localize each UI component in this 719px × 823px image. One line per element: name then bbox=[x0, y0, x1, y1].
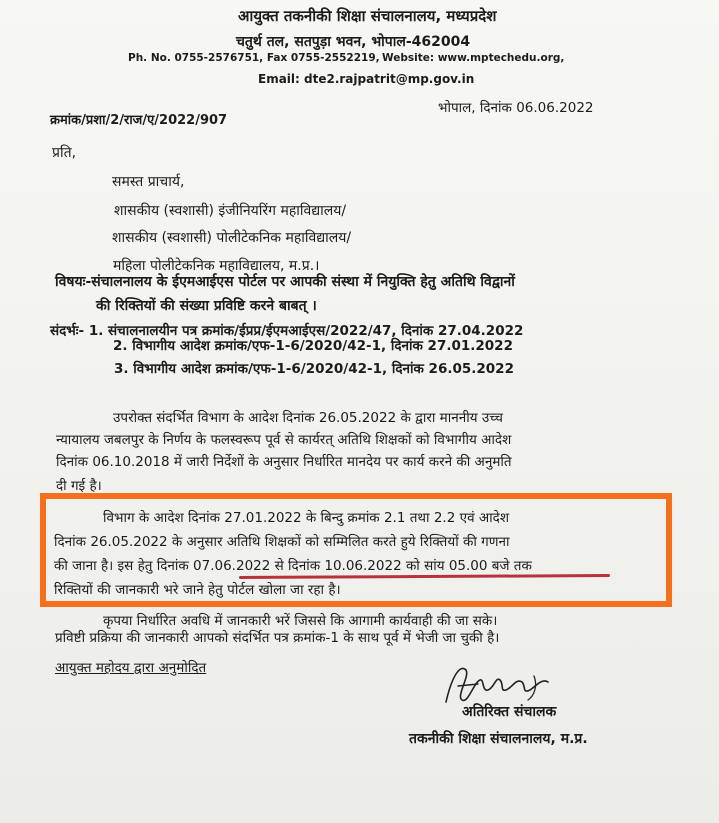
highlight-box bbox=[40, 493, 672, 607]
office-title: आयुक्त तकनीकी शिक्षा संचालनालय, मध्यप्रदेश bbox=[238, 7, 497, 25]
paragraph3-line: कृपया निर्धारित अवधि में जानकारी भरें जिससे कि आगामी कार्यवाही की जा सके। bbox=[103, 613, 498, 629]
addressee-line: महिला पोलीटेकनिक महाविद्यालय, म.प्र.। bbox=[113, 258, 320, 274]
addressee-line: शासकीय (स्वशासी) पोलीटेकनिक महाविद्यालय/ bbox=[112, 230, 352, 246]
paragraph2-line: दिनांक 26.05.2022 के अनुसार अतिथि शिक्षकों को सम्मिलित करते हुये रिक्तियों की गणना bbox=[54, 534, 510, 550]
signatory-designation: अतिरिक्त संचालक bbox=[462, 704, 557, 720]
addressee-line: शासकीय (स्वशासी) इंजीनियरिंग महाविद्यालय/ bbox=[114, 203, 347, 219]
paragraph3-line: प्रविष्टी प्रक्रिया की जानकारी आपको संदर्भित पत्र क्रमांक-1 के साथ पूर्व में भेजी जा चुकी है। bbox=[55, 630, 500, 646]
website: Website: www.mptechedu.org, bbox=[382, 52, 565, 64]
addressee-line: समस्त प्राचार्य, bbox=[112, 174, 185, 190]
subject-line: विषयः-संचालनालय के ईएमआईएस पोर्टल पर आपकी संस्था में नियुक्ति हेतु अतिथि विद्वानों bbox=[55, 274, 515, 290]
to-label: प्रति, bbox=[52, 145, 77, 161]
reference-item: संदर्भः- 1. संचालनालयीन पत्र क्रमांक/ईप्रप्र/ईएमआईएस/2022/47, दिनांक 27.04.2022 bbox=[50, 323, 524, 339]
paragraph1-line: न्यायालय जबलपुर के निर्णय के फलस्वरूप पूर्व से कार्यरत् अतिथि शिक्षकों को विभागीय आदेश bbox=[56, 432, 512, 448]
place-date: भोपाल, दिनांक 06.06.2022 bbox=[438, 100, 594, 116]
paragraph2-line: रिक्तियों की जानकारी भरे जाने हेतु पोर्टल खोला जा रहा है। bbox=[54, 582, 341, 598]
approval-note: आयुक्त महोदय द्वारा अनुमोदित bbox=[55, 660, 207, 676]
office-address: चतुर्थ तल, सतपुड़ा भवन, भोपाल-462004 bbox=[236, 34, 471, 50]
paragraph1-line: दिनांक 06.10.2018 में जारी निर्देशों के अनुसार निर्धारित मानदेय पर कार्य करने की अनुमति bbox=[56, 454, 512, 470]
paragraph2-line: विभाग के आदेश दिनांक 27.01.2022 के बिन्दु क्रमांक 2.1 तथा 2.2 एवं आदेश bbox=[103, 510, 510, 526]
subject-line: की रिक्तियों की संख्या प्रविष्टि करने बाबत् । bbox=[96, 298, 317, 314]
phone-fax: Ph. No. 0755-2576751, Fax 0755-2552219, bbox=[128, 52, 380, 64]
signatory-office: तकनीकी शिक्षा संचालनालय, म.प्र. bbox=[409, 731, 588, 747]
reference-number: क्रमांक/प्रशा/2/राज/ए/2022/907 bbox=[50, 113, 228, 128]
email: Email: dte2.rajpatrit@mp.gov.in bbox=[258, 72, 475, 86]
reference-item: 2. विभागीय आदेश क्रमांक/एफ-1-6/2020/42-1, दिनांक 27.01.2022 bbox=[113, 338, 513, 354]
paragraph2-line: की जाना है। इस हेतु दिनांक 07.06.2022 से दिनांक 10.06.2022 को सांय 05.00 बजे तक bbox=[54, 558, 532, 574]
reference-item: 3. विभागीय आदेश क्रमांक/एफ-1-6/2020/42-1, दिनांक 26.05.2022 bbox=[114, 361, 514, 377]
paragraph1-line: उपरोक्त संदर्भित विभाग के आदेश दिनांक 26.05.2022 के द्वारा माननीय उच्च bbox=[113, 410, 503, 426]
paragraph1-line: दी गई है। bbox=[56, 478, 102, 494]
